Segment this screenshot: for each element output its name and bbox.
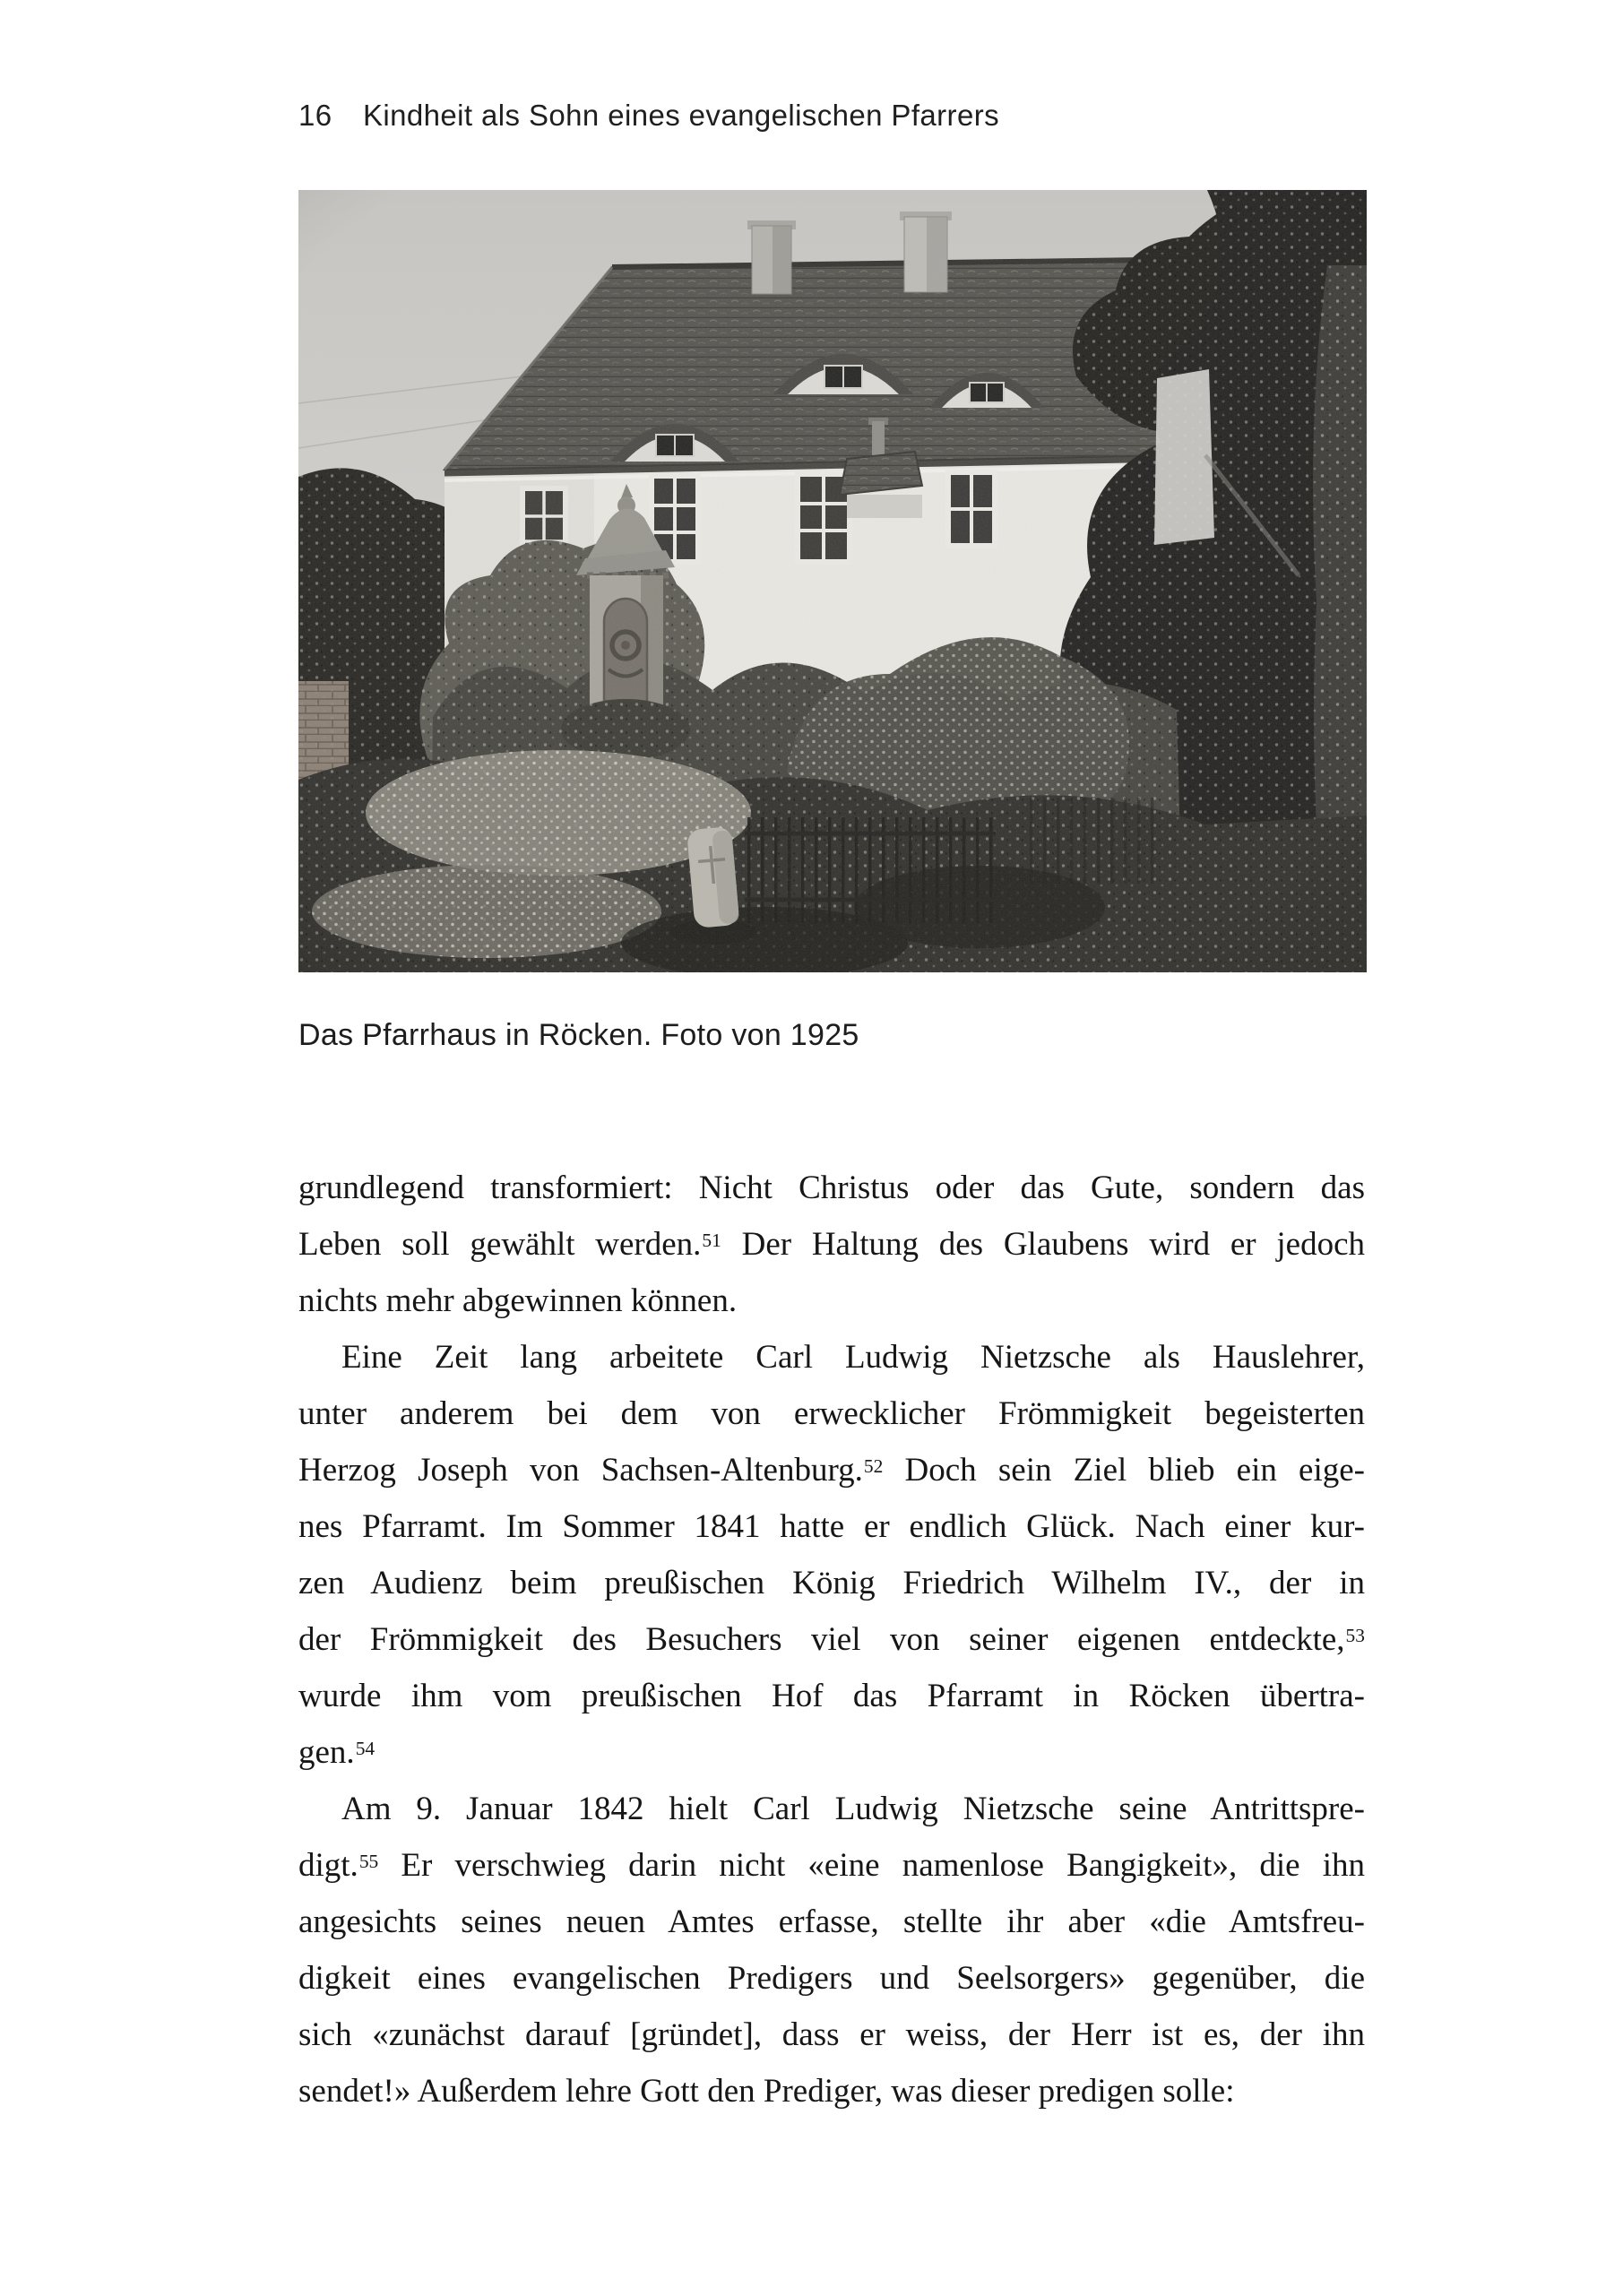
text-line: digt.$^{55}$ Er verschwieg darin nicht «eine namenlose Bangigkeit», die ihn: [298, 1847, 1365, 1884]
running-title: Kindheit als Sohn eines evangelischen Pfarrers: [363, 99, 999, 132]
text-line: gen.$^{54}$: [298, 1734, 376, 1771]
page-number: 16: [298, 99, 332, 132]
photo-caption: Das Pfarrhaus in Röcken. Foto von 1925: [298, 1018, 859, 1052]
text-line: wurde ihm vom preußischen Hof das Pfarramt in Röcken übertra-: [298, 1678, 1365, 1714]
footnote-ref: 54: [355, 1738, 376, 1759]
footnote-ref: 55: [358, 1851, 379, 1872]
text-line: sendet!» Außerdem lehre Gott den Prediger, was dieser predigen solle:: [298, 2073, 1235, 2110]
pfarrhaus-photo-svg: [298, 190, 1367, 972]
text-line: Eine Zeit lang arbeitete Carl Ludwig Nietzsche als Hauslehrer,: [341, 1339, 1365, 1376]
text-line: zen Audienz beim preußischen König Friedrich Wilhelm IV., der in: [298, 1565, 1365, 1601]
text-line: Herzog Joseph von Sachsen-Altenburg.$^{52}$ Doch sein Ziel blieb ein eige-: [298, 1452, 1365, 1489]
footnote-ref: 52: [863, 1455, 884, 1477]
running-head: [298, 99, 999, 133]
pfarrhaus-photo: [298, 190, 1367, 972]
text-line: angesichts seines neuen Amtes erfasse, stellte ihr aber «die Amtsfreu-: [298, 1903, 1365, 1940]
text-line: unter anderem bei dem von erwecklicher Frömmigkeit begeisterten: [298, 1395, 1365, 1432]
text-line: Am 9. Januar 1842 hielt Carl Ludwig Nietzsche seine Antrittspre-: [341, 1791, 1365, 1827]
text-line: digkeit eines evangelischen Predigers und Seelsorgers» gegenüber, die: [298, 1960, 1365, 1997]
text-line: sich «zunächst darauf [gründet], dass er weiss, der Herr ist es, der ihn: [298, 2016, 1365, 2053]
footnote-ref: 51: [702, 1230, 721, 1251]
footnote-ref: 53: [1345, 1625, 1365, 1646]
text-line: grundlegend transformiert: Nicht Christus oder das Gute, sondern das: [298, 1170, 1365, 1206]
body-text: [298, 1160, 1365, 2119]
text-line: der Frömmigkeit des Besuchers viel von seiner eigenen entdeckte,$^{53}$: [298, 1621, 1365, 1658]
photo-vignette: [298, 190, 1367, 972]
text-line: Leben soll gewählt werden.$^{51}$ Der Haltung des Glaubens wird er jedoch: [298, 1226, 1365, 1263]
text-line: nes Pfarramt. Im Sommer 1841 hatte er endlich Glück. Nach einer kur-: [298, 1508, 1365, 1545]
text-line: nichts mehr abgewinnen können.: [298, 1282, 738, 1319]
